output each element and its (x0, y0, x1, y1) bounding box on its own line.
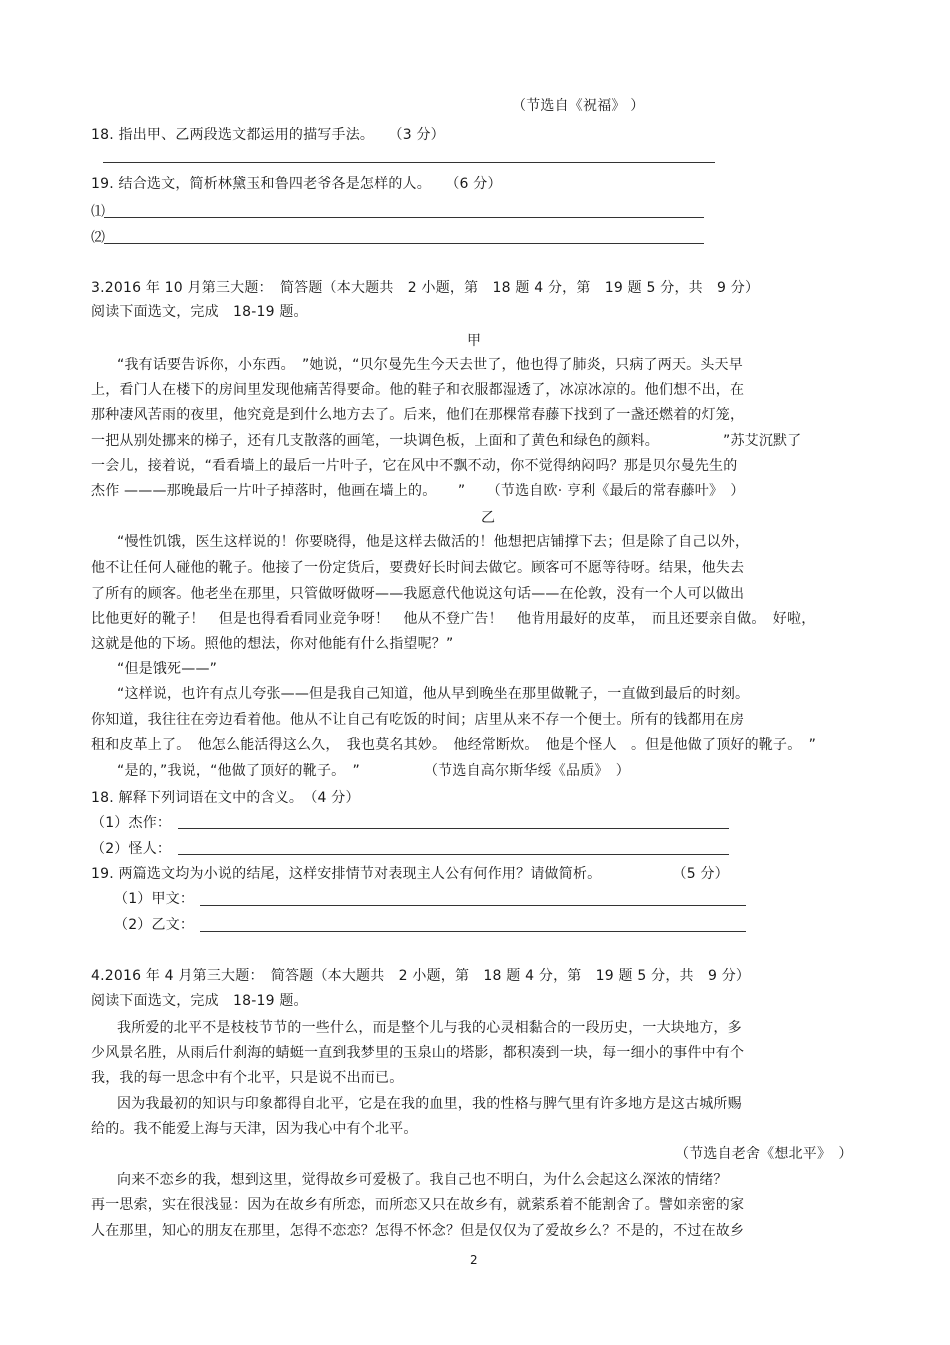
passage-yi-line: “这样说，也许有点儿夸张——但是我自己知道，他从早到晚坐在那里做靴子，一直做到最后的时刻。 (117, 686, 750, 702)
answer-blank-guairen[interactable] (178, 854, 729, 855)
answer-label-jiawen: （1）甲文： (114, 891, 195, 907)
passage-yi-line: 租和皮革上了。 他怎么能活得这么久， 我也莫名其妙。 他经常断炊。 他是个怪人 。但是他做了顶好的靴子。 ” (91, 737, 817, 753)
source-note-zhufu: （节选自《祝福》 ） (512, 98, 645, 114)
passage-yi-line: 你知道，我往往在旁边看着他。他从不让自己有吃饭的时间；店里从来不存一个便士。所有的钱都用在房 (91, 712, 745, 728)
source-note-xiangbeiping: （节选自老舍《想北平》 ） (675, 1146, 853, 1162)
answer-label-yiwen: （2）乙文： (114, 917, 195, 933)
passage-line: 我所爱的北平不是枝枝节节的一些什么，而是整个儿与我的心灵相黏合的一段历史，一大块地方，多 (117, 1020, 742, 1036)
answer-blank-19-1[interactable] (104, 217, 704, 218)
passage-yi-line: “是的，”我说，“他做了顶好的靴子。 ” （节选自高尔斯华绥《品质》 ） (117, 763, 631, 779)
page-number: 2 (470, 1253, 478, 1267)
passage-yi-line: 他不让任何人碰他的靴子。他接了一份定货后，要费好长时间去做它。顾客可不愿等待呀。结果，他失去 (91, 560, 745, 576)
passage-line: 再一思索，实在很浅显：因为在故乡有所恋，而所恋又只在故乡有，就萦系着不能割舍了。譬如亲密的家 (91, 1197, 745, 1213)
question-18-prompt: 18. 解释下列词语在文中的含义。 （4 分） (91, 790, 360, 806)
reading-instruction: 阅读下面选文，完成 18-19 题。 (91, 993, 308, 1009)
passage-yi-line: “慢性饥饿，医生这样说的！你要晓得，他是这样去做活的！他想把店铺撑下去；但是除了自己以外， (117, 534, 750, 550)
passage-line: 因为我最初的知识与印象都得自北平，它是在我的血里，我的性格与脾气里有许多地方是这古城所赐 (117, 1096, 742, 1112)
passage-yi-line: 这就是他的下场。照他的想法，你对他能有什么指望呢？” (91, 636, 454, 652)
passage-line: 给的。我不能爱上海与天津，因为我心中有个北平。 (91, 1121, 418, 1137)
passage-jia-line: 上，看门人在楼下的房间里发现他痛苦得要命。他的鞋子和衣服都湿透了，冰凉冰凉的。他们想不出，在 (91, 382, 745, 398)
passage-label-jia: 甲 (467, 333, 482, 349)
passage-line: 向来不恋乡的我，想到这里，觉得故乡可爱极了。我自己也不明白，为什么会起这么深浓的情绪？ (117, 1172, 728, 1188)
question-19-prompt: 19. 结合选文，简析林黛玉和鲁四老爷各是怎样的人。 （6 分） (91, 176, 502, 192)
answer-blank-19-2[interactable] (104, 243, 704, 244)
passage-line: 我，我的每一思念中有个北平，只是说不出而已。 (91, 1070, 404, 1086)
answer-label-1: ⑴ (91, 204, 106, 220)
passage-yi-line: “但是饿死——” (117, 661, 218, 677)
passage-jia-line: “我有话要告诉你，小东西。 ”她说，“贝尔曼先生今天去世了，他也得了肺炎，只病了两天。头天早 (117, 357, 743, 373)
passage-jia-line: 一会儿，接着说，“看看墙上的最后一片叶子，它在风中不飘不动，你不觉得纳闷吗？那是贝尔曼先生的 (91, 458, 738, 474)
passage-yi-line: 比他更好的靴子！ 但是也得看看同业竞争呀！ 他从不登广告！ 他肯用最好的皮革， 而且还要亲自做。 好啦， (91, 611, 816, 627)
passage-label-yi: 乙 (481, 510, 496, 526)
passage-jia-line: 一把从别处挪来的梯子，还有几支散落的画笔，一块调色板，上面和了黄色和绿色的颜料。 ”苏艾沉默了 (91, 433, 802, 449)
answer-blank-jiawen[interactable] (200, 905, 746, 906)
passage-line: 人在那里，知心的朋友在那里，怎得不恋恋？怎得不怀念？但是仅仅为了爱故乡么？不是的，不过在故乡 (91, 1223, 745, 1239)
answer-blank-yiwen[interactable] (200, 931, 746, 932)
answer-label-guairen: （2）怪人： (91, 841, 172, 857)
answer-label-2: ⑵ (91, 230, 106, 246)
section-heading-2016-10: 3.2016 年 10 月第三大题： 简答题（本大题共 2 小题，第 18 题 4 分，第 19 题 5 分，共 9 分） (91, 280, 760, 296)
section-heading-2016-04: 4.2016 年 4 月第三大题： 简答题（本大题共 2 小题，第 18 题 4 分，第 19 题 5 分，共 9 分） (91, 968, 751, 984)
question-19-prompt: 19. 两篇选文均为小说的结尾，这样安排情节对表现主人公有何作用？请做简析。 （5 分） (91, 866, 729, 882)
answer-blank-jiezuo[interactable] (178, 828, 729, 829)
passage-jia-line: 杰作 ———那晚最后一片叶子掉落时，他画在墙上的。 ” （节选自欧· 亨利《最后的常春藤叶》 ） (91, 483, 745, 499)
question-18-prompt: 18. 指出甲、乙两段选文都运用的描写手法。 （3 分） (91, 127, 445, 143)
passage-line: 少风景名胜，从雨后什刹海的蜻蜓一直到我梦里的玉泉山的塔影，都积凑到一块，每一细小的事件中有个 (91, 1045, 745, 1061)
reading-instruction: 阅读下面选文，完成 18-19 题。 (91, 304, 308, 320)
passage-yi-line: 了所有的顾客。他老坐在那里，只管做呀做呀——我愿意代他说这句话——在伦敦，没有一个人可以做出 (91, 586, 745, 602)
answer-label-jiezuo: （1）杰作： (91, 815, 172, 831)
answer-blank-18[interactable] (103, 162, 715, 163)
passage-jia-line: 那种凄风苦雨的夜里，他究竟是到什么地方去了。后来，他们在那棵常春藤下找到了一盏还燃着的灯笼， (91, 407, 745, 423)
